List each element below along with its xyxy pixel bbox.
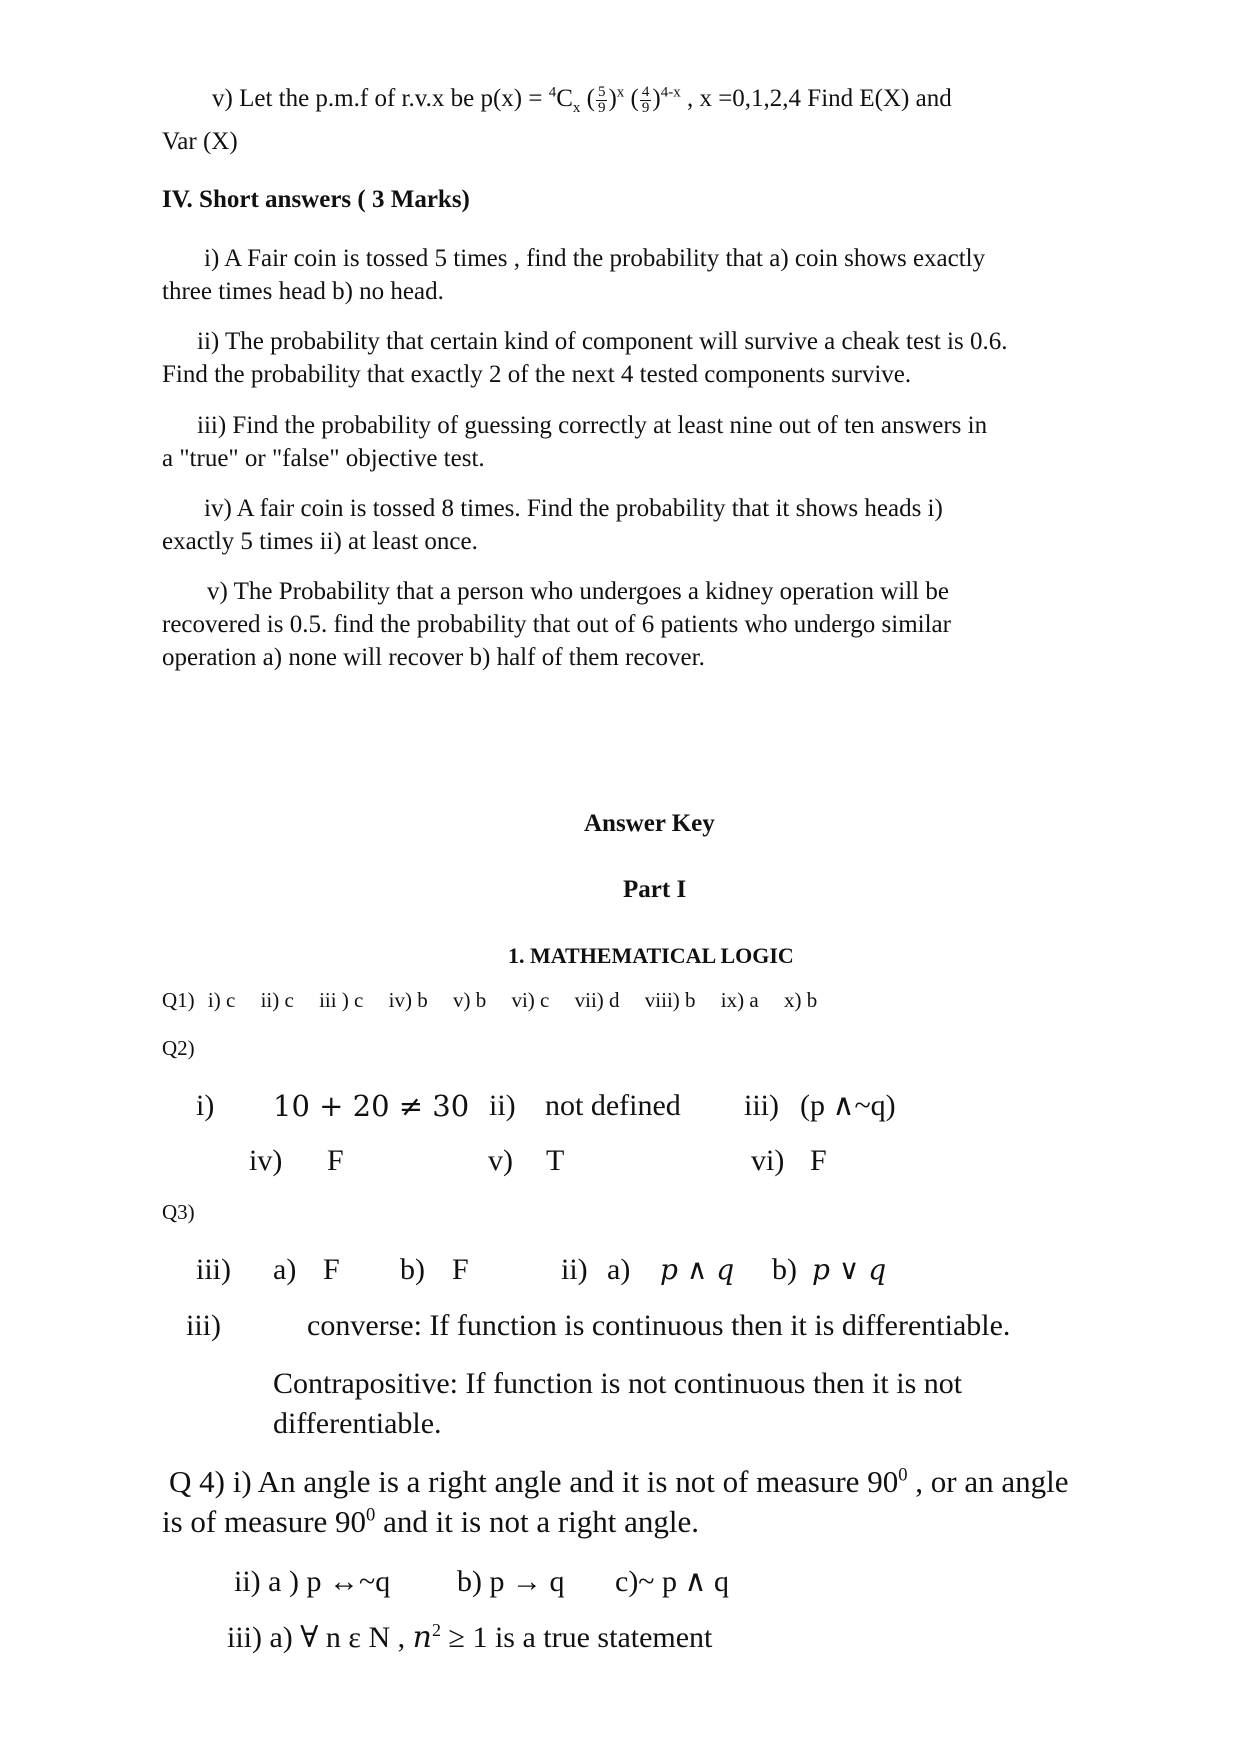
q2-i-value: 10 + 20 ≠ 30 bbox=[273, 1089, 470, 1123]
section4-q1-line1: i) A Fair coin is tossed 5 times , find the probability that a) coin shows exactly bbox=[204, 245, 986, 272]
section4-q1-line2: three times head b) no head. bbox=[162, 278, 444, 305]
q1-label: Q1) bbox=[162, 988, 195, 1012]
section4-q4-line1: iv) A fair coin is tossed 8 times. Find the probability that it shows heads i) bbox=[204, 495, 943, 522]
q3v-lead: v) Let the p.m.f of r.v.x be p(x) = bbox=[212, 85, 549, 112]
section4-heading: IV. Short answers ( 3 Marks) bbox=[162, 186, 470, 213]
q4-ii-c: c)~ p ∧ q bbox=[615, 1565, 729, 1598]
q1-answer: ix) a bbox=[720, 988, 759, 1012]
q4-line1 bbox=[169, 1462, 1068, 1502]
section4-q2-line2: Find the probability that exactly 2 of the next 4 tested components survive. bbox=[162, 361, 912, 388]
section4-q4 bbox=[162, 492, 1162, 558]
q3v-exp2: 4-x bbox=[660, 84, 681, 101]
q2-ii-value: not defined bbox=[545, 1089, 681, 1122]
q3-label: Q3) bbox=[162, 1200, 195, 1224]
q3-row1-label: iii) bbox=[196, 1253, 231, 1286]
q4-degree-sup: 0 bbox=[366, 1504, 376, 1526]
section4-q5 bbox=[162, 575, 1162, 674]
q2-iii-value: (p ∧~q) bbox=[800, 1089, 896, 1122]
q1-answer: viii) b bbox=[644, 988, 696, 1012]
q3v-line1: v) Let the p.m.f of r.v.x be $p(x) = ^4C_x$ ( $\frac{5}{9}$ )$^x$ ( $\frac{4}{9}$ )$^{4-x}$ , x =0,1,2,4 Find E(X) and bbox=[212, 83, 952, 116]
q3v-exp1: x bbox=[616, 84, 625, 101]
q3v-fraction-1 bbox=[596, 85, 608, 116]
q2-iv-label: iv) bbox=[249, 1144, 283, 1177]
q1-answer: i) c bbox=[207, 988, 236, 1012]
q4-iii-b: ≥ 1 is a true statement bbox=[441, 1621, 713, 1654]
q2-label: Q2) bbox=[162, 1036, 195, 1060]
q2-ii-label: ii) bbox=[489, 1089, 516, 1122]
q3-ii-a-value: p ∧ q bbox=[660, 1253, 735, 1286]
q3-ii-b-value: p ∨ q bbox=[812, 1253, 887, 1286]
section4-q5-line2: recovered is 0.5. find the probability that out of 6 patients who undergo similar bbox=[162, 611, 951, 638]
q4-iii-sup: 2 bbox=[432, 1620, 441, 1640]
section4-q2 bbox=[162, 325, 1162, 391]
section4-q3-line1: iii) Find the probability of guessing correctly at least nine out of ten answers in bbox=[197, 412, 988, 439]
q4-ii-a: ii) a ) p ↔~q bbox=[234, 1565, 391, 1598]
q1-answer: ii) c bbox=[260, 988, 294, 1012]
q2-v-label: v) bbox=[488, 1144, 513, 1177]
q4-line2-a: is of measure 90 bbox=[162, 1504, 367, 1539]
q4-line1-a: Q 4) i) An angle is a right angle and it is not of measure 90 bbox=[169, 1464, 899, 1499]
q3v-frac2-den: 9 bbox=[641, 99, 650, 116]
q1-answer: x) b bbox=[783, 988, 818, 1012]
q4-line1-b: , or an angle bbox=[907, 1464, 1069, 1499]
q3v-comb-sub: x bbox=[572, 100, 581, 116]
section4-q1 bbox=[162, 242, 1162, 308]
q1-answer: iv) b bbox=[388, 988, 428, 1012]
q3-ii-label: ii) bbox=[561, 1253, 588, 1286]
q3v-tail: , x =0,1,2,4 Find E(X) and bbox=[680, 85, 952, 112]
q4-ii-b: b) p → q bbox=[457, 1565, 565, 1598]
q1-answer: vi) c bbox=[511, 988, 550, 1012]
q4-iii-a: iii) a) ∀ n ε N , bbox=[227, 1621, 413, 1654]
q1-row bbox=[162, 987, 817, 1013]
answer-key-chapter: 1. MATHEMATICAL LOGIC bbox=[508, 943, 794, 968]
q3-ii-a-label: a) bbox=[607, 1253, 631, 1286]
q3-a-value: F bbox=[323, 1253, 340, 1286]
q3v-comb-base: C bbox=[556, 85, 573, 112]
answer-key-title: Answer Key bbox=[584, 810, 715, 837]
section4-q5-line1: v) The Probability that a person who undergoes a kidney operation will be bbox=[207, 578, 949, 605]
q2-v-value: T bbox=[546, 1144, 565, 1177]
q3v-comb-sup: 4 bbox=[548, 84, 557, 101]
q1-answer: vii) d bbox=[574, 988, 620, 1012]
q2-vi-value: F bbox=[810, 1144, 827, 1177]
section4-q2-line1: ii) The probability that certain kind of component will survive a cheak test is 0.6. bbox=[197, 328, 1008, 355]
q2-vi-label: vi) bbox=[751, 1144, 785, 1177]
answer-key-part: Part I bbox=[623, 876, 687, 903]
q1-answer: iii ) c bbox=[319, 988, 364, 1012]
q4-iii-var: n bbox=[412, 1620, 432, 1655]
q4-degree-sup: 0 bbox=[898, 1464, 908, 1486]
section4-q5-line3: operation a) none will recover b) half of them recover. bbox=[162, 644, 705, 671]
q3-contrapositive-line2: differentiable. bbox=[273, 1407, 442, 1440]
q4-iii bbox=[227, 1620, 712, 1656]
q3v-frac1-den: 9 bbox=[597, 99, 606, 116]
section4-q3-line2: a "true" or "false" objective test. bbox=[162, 445, 485, 472]
q3-row2-label: iii) bbox=[186, 1309, 221, 1342]
q2-i-label: i) bbox=[196, 1089, 215, 1122]
q4-line2-b: and it is not a right angle. bbox=[375, 1504, 700, 1539]
q3-ii-b-label: b) bbox=[772, 1253, 797, 1286]
section4-q3 bbox=[162, 409, 1162, 475]
q3-converse: converse: If function is continuous then it is differentiable. bbox=[307, 1309, 1011, 1342]
q3v-line2: Var (X) bbox=[162, 128, 238, 155]
q3-b-label: b) bbox=[400, 1253, 425, 1286]
q2-iv-value: F bbox=[327, 1144, 344, 1177]
q3-contrapositive-line1: Contrapositive: If function is not continuous then it is not bbox=[273, 1367, 963, 1400]
q4-line2 bbox=[162, 1502, 699, 1542]
section4-q4-line2: exactly 5 times ii) at least once. bbox=[162, 528, 478, 555]
q1-answer: v) b bbox=[452, 988, 487, 1012]
q3-b-value: F bbox=[452, 1253, 469, 1286]
q3v-frac1-num: 5 bbox=[597, 83, 606, 100]
q2-iii-label: iii) bbox=[744, 1089, 779, 1122]
q3v-fraction-2 bbox=[640, 85, 652, 116]
q3-a-label: a) bbox=[273, 1253, 297, 1286]
q3v-frac2-num: 4 bbox=[641, 83, 650, 100]
